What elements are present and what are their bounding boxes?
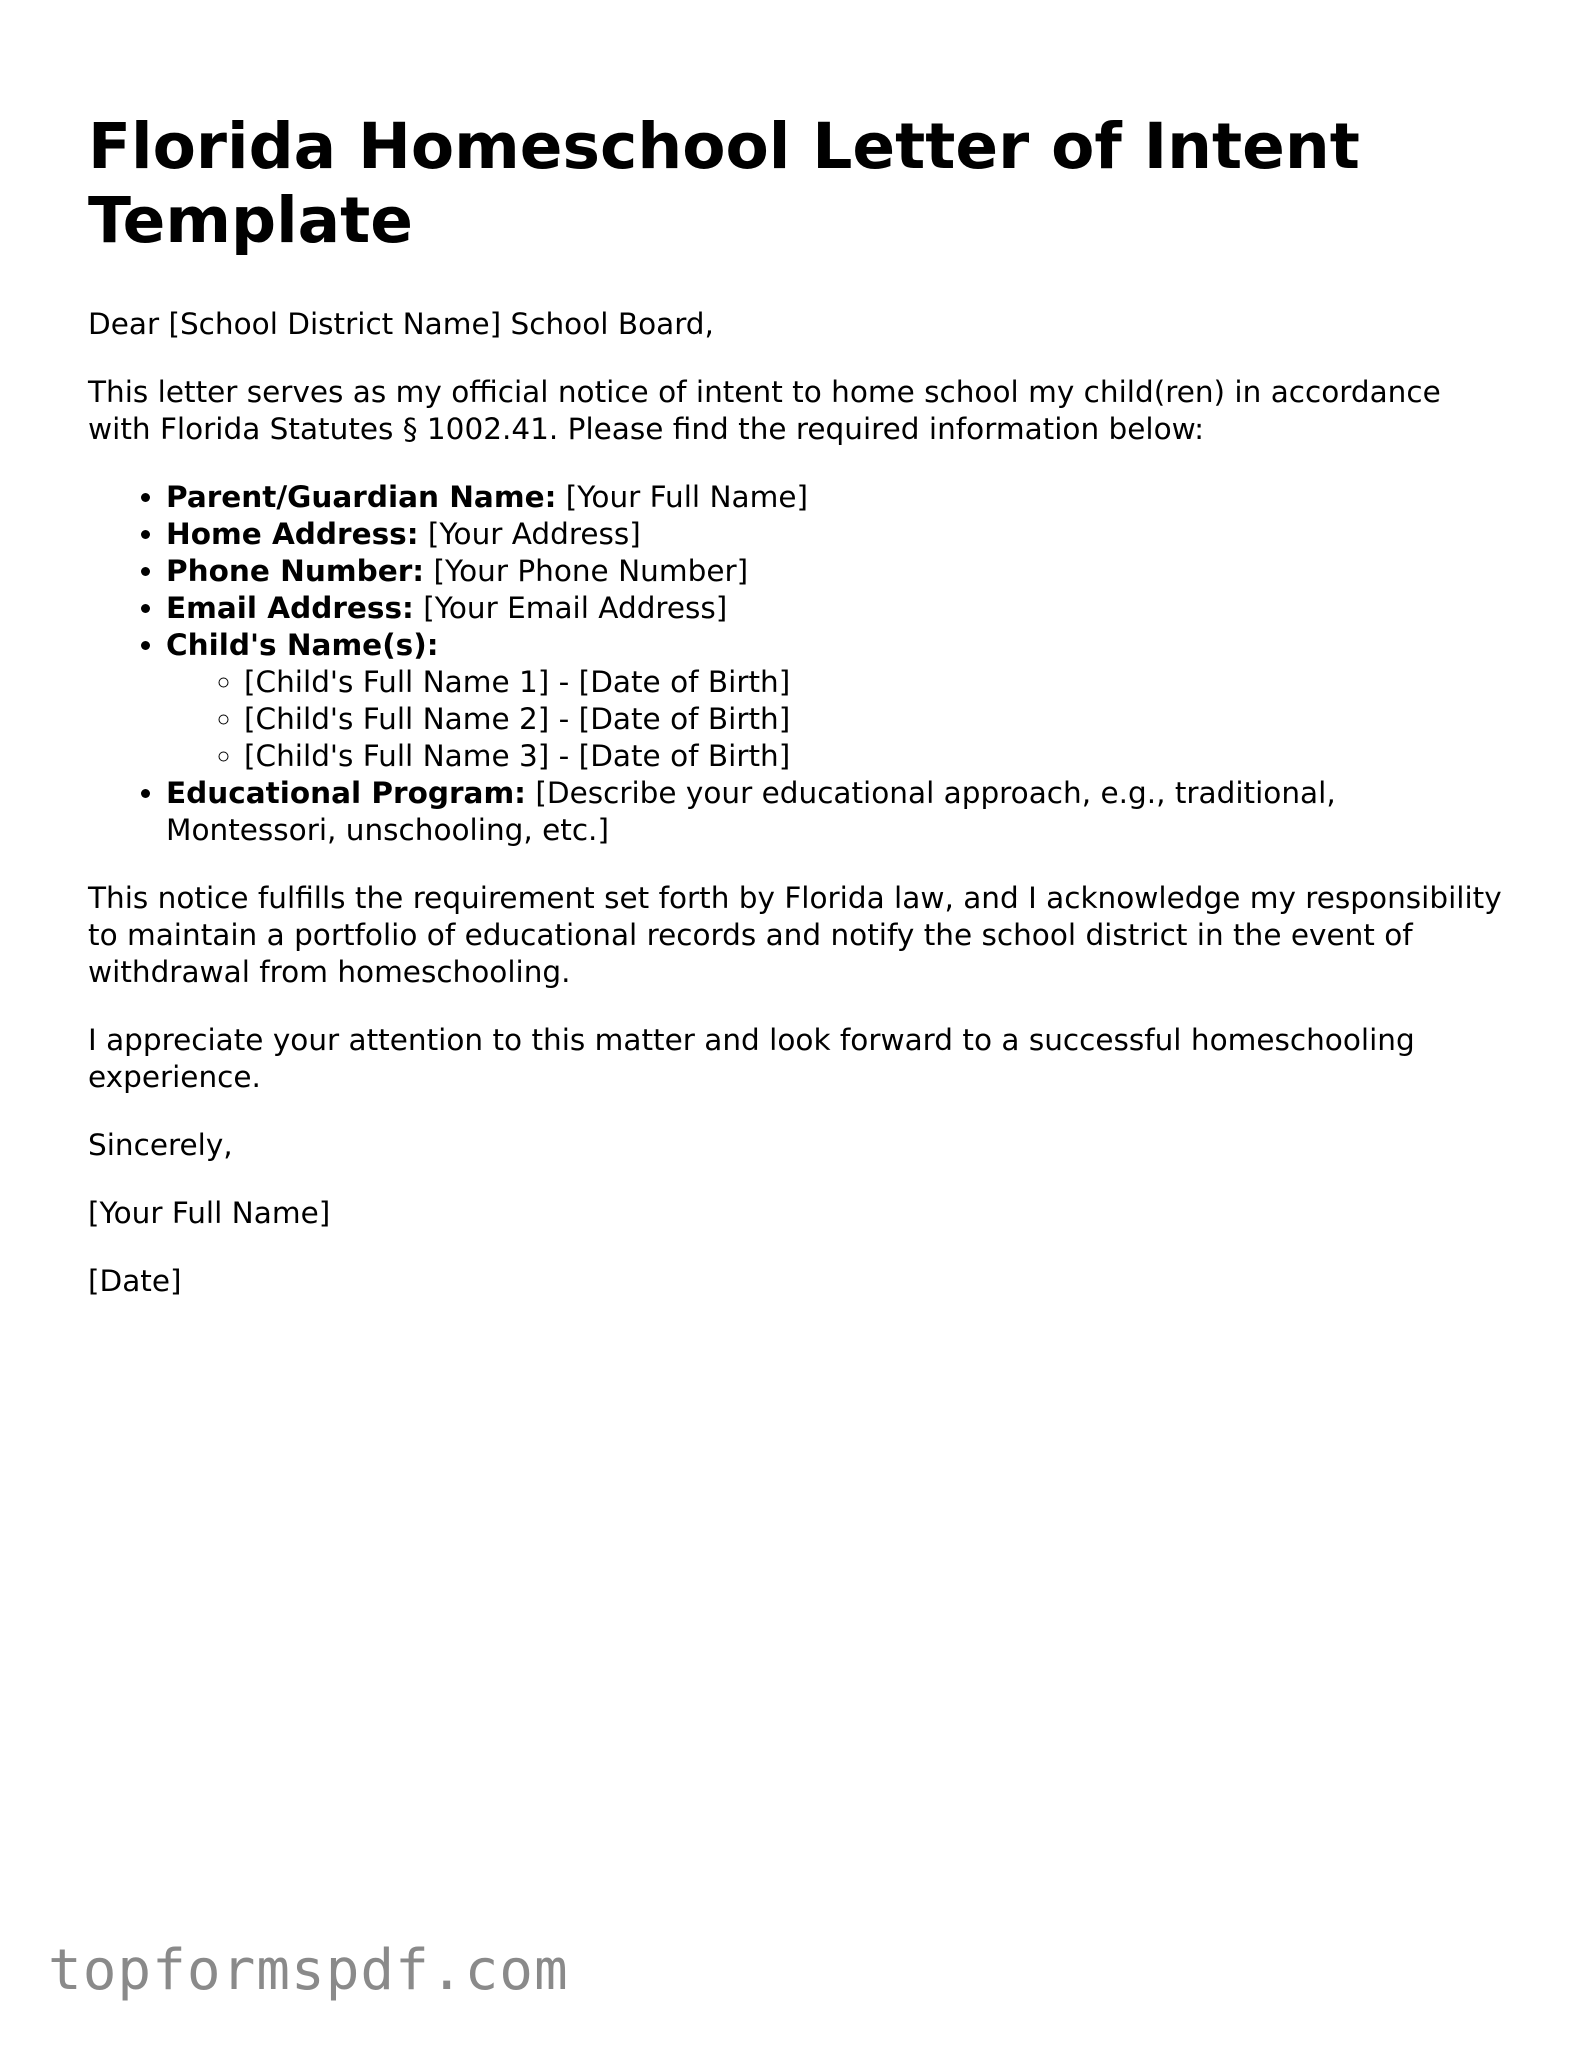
signature-name: [Your Full Name]: [88, 1196, 331, 1230]
list-item-parent-name: [166, 479, 1508, 516]
body-paragraph-appreciation: I appreciate your attention to this matter and look forward to a successful homeschooling experience.: [88, 1023, 1415, 1094]
signature-date: [Date]: [88, 1264, 182, 1298]
field-label: Home Address:: [166, 517, 419, 551]
salutation: Dear [School District Name] School Board,: [88, 307, 714, 341]
field-value: [Describe your educational approach, e.g., traditional, Montessori, unschooling, etc.]: [166, 776, 1336, 847]
list-item-email-address: [166, 590, 1508, 627]
field-label: Child's Name(s):: [166, 628, 439, 662]
field-label: Educational Program:: [166, 776, 526, 810]
document-page: [88, 110, 1508, 1331]
list-item-educational-program: [166, 775, 1508, 849]
watermark: topformspdf.com: [48, 1938, 569, 2003]
field-label: Phone Number:: [166, 554, 425, 588]
required-info-list: [88, 479, 1508, 849]
list-item-phone-number: [166, 553, 1508, 590]
intro-paragraph: This letter serves as my official notice of intent to home school my child(ren) in accordance with Florida Statutes § 1002.41. Please find the required information below:: [88, 375, 1441, 446]
field-value: [Your Address]: [427, 517, 641, 551]
field-label: Email Address:: [166, 591, 414, 625]
field-value: [Your Phone Number]: [433, 554, 749, 588]
list-item-home-address: [166, 516, 1508, 553]
child-entry: ◦ [Child's Full Name 1] - [Date of Birth]: [244, 664, 1508, 701]
field-value: [Your Full Name]: [565, 480, 809, 514]
children-list: [166, 664, 1508, 775]
field-value: [Your Email Address]: [423, 591, 728, 625]
list-item-children-names: [166, 627, 1508, 775]
field-label: Parent/Guardian Name:: [166, 480, 557, 514]
child-entry: ◦ [Child's Full Name 3] - [Date of Birth]: [244, 738, 1508, 775]
document-title: Florida Homeschool Letter of Intent Template: [88, 110, 1360, 257]
child-entry: ◦ [Child's Full Name 2] - [Date of Birth]: [244, 701, 1508, 738]
closing: Sincerely,: [88, 1128, 233, 1162]
body-paragraph-requirements: This notice fulfills the requirement set forth by Florida law, and I acknowledge my responsibility to maintain a portfolio of educational records and notify the school district in the event of withdrawal from homeschooling.: [88, 881, 1502, 989]
